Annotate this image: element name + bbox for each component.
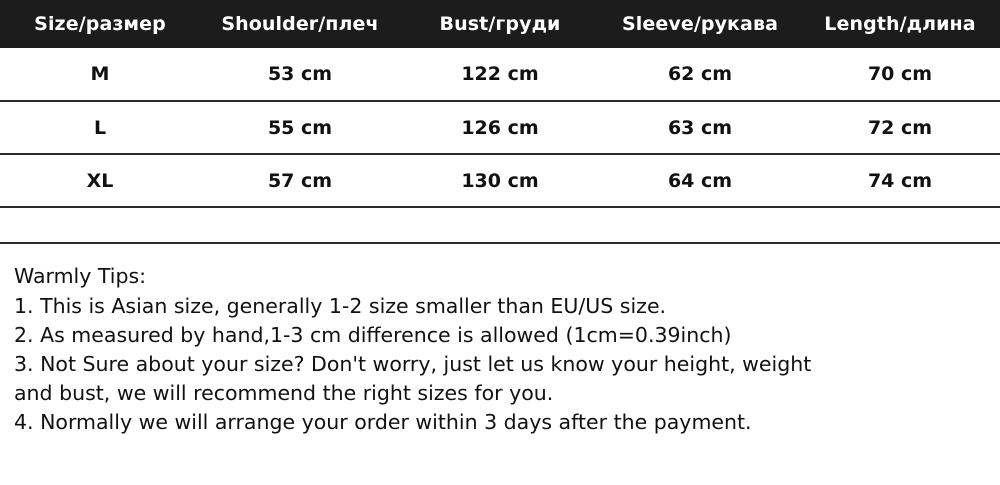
table-row — [0, 101, 1000, 154]
size-table-body — [0, 48, 1000, 243]
cell-size: XL — [0, 154, 200, 207]
tips-line-3: 3. Not Sure about your size? Don't worry, just let us know your height, weight — [14, 352, 812, 376]
cell-sleeve: 64 cm — [600, 154, 800, 207]
column-header-shoulder: Shoulder/плеч — [200, 0, 400, 48]
cell-size: L — [0, 101, 200, 154]
tips-line-3-continued: and bust, we will recommend the right sizes for you. — [14, 381, 554, 405]
cell-shoulder: 53 cm — [200, 48, 400, 101]
cell-bust: 122 cm — [400, 48, 600, 101]
cell-shoulder: 55 cm — [200, 101, 400, 154]
cell-length: 74 cm — [800, 154, 1000, 207]
warmly-tips-section — [0, 244, 1000, 437]
cell-bust: 126 cm — [400, 101, 600, 154]
cell-sleeve: 63 cm — [600, 101, 800, 154]
table-spacer-row — [0, 207, 1000, 243]
spacer-cell — [800, 207, 1000, 243]
cell-length: 72 cm — [800, 101, 1000, 154]
cell-shoulder: 57 cm — [200, 154, 400, 207]
column-header-bust: Bust/груди — [400, 0, 600, 48]
spacer-cell — [400, 207, 600, 243]
tips-line-1: 1. This is Asian size, generally 1-2 size smaller than EU/US size. — [14, 294, 667, 318]
tips-line-2: 2. As measured by hand,1-3 cm difference is allowed (1cm=0.39inch) — [14, 323, 732, 347]
cell-length: 70 cm — [800, 48, 1000, 101]
cell-size: M — [0, 48, 200, 101]
spacer-cell — [600, 207, 800, 243]
spacer-cell — [0, 207, 200, 243]
column-header-length: Length/длина — [800, 0, 1000, 48]
table-row — [0, 154, 1000, 207]
size-table-header-row — [0, 0, 1000, 48]
size-table-header — [0, 0, 1000, 48]
table-row — [0, 48, 1000, 101]
cell-sleeve: 62 cm — [600, 48, 800, 101]
column-header-size: Size/размер — [0, 0, 200, 48]
tips-title: Warmly Tips: — [14, 264, 147, 288]
tips-line-4: 4. Normally we will arrange your order within 3 days after the payment. — [14, 410, 752, 434]
cell-bust: 130 cm — [400, 154, 600, 207]
column-header-sleeve: Sleeve/рукава — [600, 0, 800, 48]
spacer-cell — [200, 207, 400, 243]
